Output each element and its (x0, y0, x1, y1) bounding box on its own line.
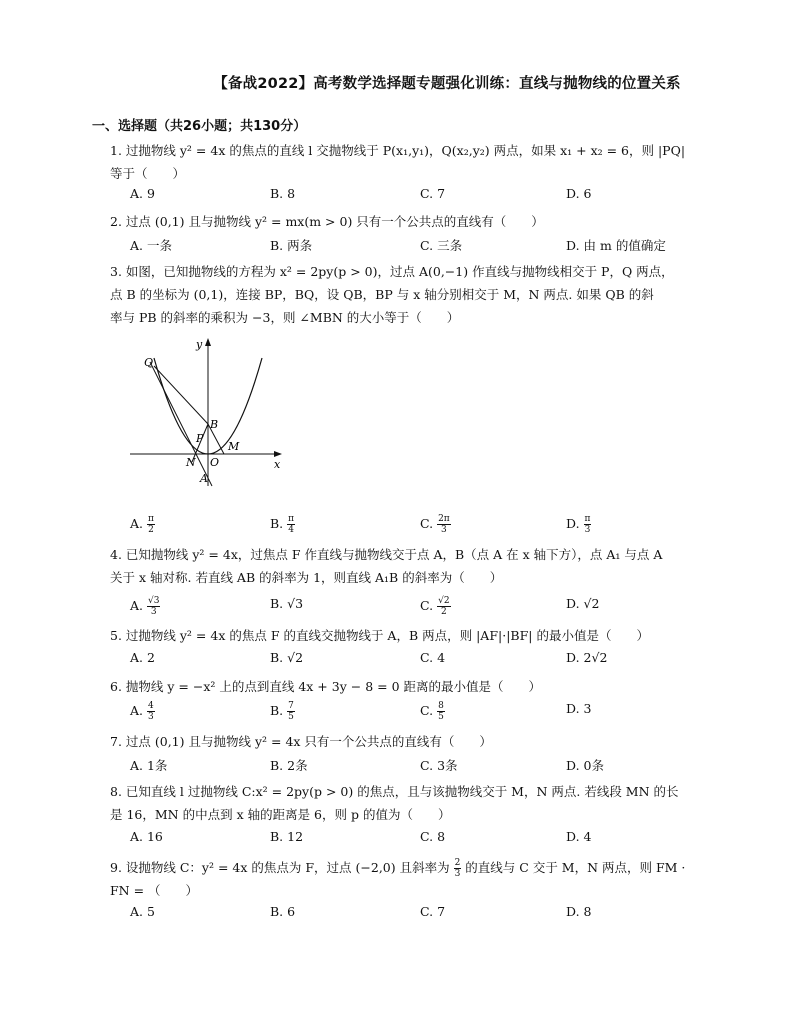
question-6-stem: 6. 抛物线 y = −x² 上的点到直线 4x + 3y − 8 = 0 距离的最小值是（ ） (110, 679, 541, 694)
option-label: C. (420, 598, 438, 613)
fraction (287, 514, 295, 535)
option-d[interactable]: D. √2 (566, 596, 600, 611)
question-2-stem: 2. 过点 (0,1) 且与抛物线 y² = mx(m > 0) 只有一个公共点的直线有（ ） (110, 214, 544, 229)
label-P: P (196, 432, 204, 445)
option-d[interactable]: D. 2√2 (566, 650, 608, 665)
question-3-stem-2: 点 B 的坐标为 (0,1)，连接 BP，BQ，设 QB，BP 与 x 轴分别相交于 M，N 两点. 如果 QB 的斜 (110, 287, 654, 302)
question-3-options (130, 514, 730, 536)
question-1-stem-2: 等于（ ） (110, 166, 186, 181)
fraction-denominator: 3 (150, 607, 157, 617)
question-9-stem-post: 的直线与 C 交于 M，N 两点，则 FM · (461, 860, 686, 875)
option-c[interactable]: C. 3条 (420, 758, 458, 773)
fraction-denominator: 2 (148, 525, 154, 535)
question-8-options (130, 829, 730, 851)
question-2 (110, 210, 710, 233)
fraction (147, 701, 155, 722)
question-7 (110, 730, 710, 753)
fraction-denominator: 3 (441, 525, 447, 535)
fraction-numerator: π (147, 514, 154, 524)
option-b[interactable]: B. 12 (270, 829, 304, 844)
question-9-stem-pre: 9. 设抛物线 C：y² = 4x 的焦点为 F，过点 (−2,0) 且斜率为 (110, 860, 454, 875)
fraction-denominator: 3 (584, 525, 591, 535)
option-b[interactable]: B. √3 (270, 596, 304, 611)
option-a[interactable] (130, 514, 155, 535)
label-N: N (186, 456, 196, 469)
option-b[interactable] (270, 514, 295, 535)
option-d[interactable]: D. 4 (566, 829, 592, 844)
option-d[interactable]: D. 0条 (566, 758, 604, 773)
label-x: x (274, 458, 281, 471)
question-4-stem-2: 关于 x 轴对称. 若直线 AB 的斜率为 1，则直线 A₁B 的斜率为（ ） (110, 570, 503, 585)
label-A: A (200, 472, 208, 485)
option-c[interactable]: C. 4 (420, 650, 446, 665)
question-4 (110, 543, 710, 589)
option-label: D. (566, 516, 584, 531)
option-d[interactable]: D. 6 (566, 186, 592, 201)
parabola-figure (126, 336, 286, 488)
question-4-options (130, 596, 730, 618)
option-c[interactable]: C. 三条 (420, 238, 463, 253)
fraction-numerator: 2 (454, 858, 461, 868)
option-b[interactable] (270, 701, 295, 722)
fraction-numerator: 4 (147, 701, 154, 711)
x-axis-arrow (274, 451, 282, 457)
option-d[interactable] (566, 514, 591, 535)
label-M: M (228, 440, 240, 453)
section-heading: 一、选择题（共26小题；共130分） (92, 119, 307, 134)
fraction-denominator: 3 (454, 869, 461, 879)
line-AQ (150, 362, 212, 486)
option-b[interactable]: B. 2条 (270, 758, 308, 773)
question-1-options (130, 186, 730, 208)
option-a[interactable]: A. 5 (130, 904, 155, 919)
question-3-stem-3: 率与 PB 的斜率的乘积为 −3，则 ∠MBN 的大小等于（ ） (110, 310, 460, 325)
label-B: B (210, 418, 219, 431)
fraction (437, 701, 445, 722)
question-6-options (130, 701, 730, 723)
option-b[interactable]: B. √2 (270, 650, 304, 665)
line-QB (154, 366, 208, 424)
fraction-denominator: 2 (440, 607, 447, 617)
question-8-stem-2: 是 16，MN 的中点到 x 轴的距离是 6，则 p 的值为（ ） (110, 807, 451, 822)
option-label: A. (130, 598, 147, 613)
fraction-numerator: π (288, 514, 295, 524)
option-d[interactable]: D. 3 (566, 701, 592, 716)
question-4-stem: 4. 已知抛物线 y² = 4x，过焦点 F 作直线与抛物线交于点 A，B（点 A 在 x 轴下方），点 A₁ 与点 A (110, 547, 663, 562)
question-3 (110, 260, 710, 329)
fraction (147, 596, 160, 617)
question-7-stem: 7. 过点 (0,1) 且与抛物线 y² = 4x 只有一个公共点的直线有（ ） (110, 734, 492, 749)
fraction-numerator: 2π (438, 514, 450, 524)
question-9-stem-2: FN = （ ） (110, 883, 199, 898)
option-label: C. (420, 516, 438, 531)
question-7-options (130, 756, 730, 778)
fraction (584, 514, 592, 535)
question-3-stem: 3. 如图，已知抛物线的方程为 x² = 2py(p > 0)，过点 A(0,−1) 作直线与抛物线相交于 P，Q 两点， (110, 264, 674, 279)
option-label: A. (130, 516, 147, 531)
question-5-stem: 5. 过抛物线 y² = 4x 的焦点 F 的直线交抛物线于 A，B 两点，则 |AF|·|BF| 的最小值是（ ） (110, 628, 649, 643)
fraction-numerator: π (584, 514, 591, 524)
option-c[interactable] (420, 701, 445, 722)
fraction (437, 596, 450, 617)
option-a[interactable]: A. 9 (130, 186, 155, 201)
fraction-numerator: √2 (438, 596, 450, 606)
fraction-denominator: 3 (147, 712, 154, 722)
option-b[interactable]: B. 8 (270, 186, 296, 201)
y-axis-arrow (205, 338, 211, 346)
option-c[interactable]: C. 7 (420, 186, 446, 201)
question-6 (110, 675, 710, 698)
option-a[interactable]: A. 16 (130, 829, 163, 844)
fraction-numerator: 8 (438, 701, 444, 711)
option-c[interactable]: C. 7 (420, 904, 446, 919)
option-label: B. (270, 516, 288, 531)
fraction-denominator: 5 (288, 712, 294, 722)
option-b[interactable]: B. 两条 (270, 238, 313, 253)
label-y: y (196, 338, 203, 351)
question-9-options (130, 904, 730, 926)
option-a[interactable]: A. 一条 (130, 238, 172, 253)
question-9 (110, 856, 710, 902)
question-1 (110, 139, 710, 185)
label-O: O (210, 456, 220, 469)
option-a[interactable]: A. 2 (130, 650, 155, 665)
fraction (437, 514, 451, 535)
option-a[interactable]: A. 1条 (130, 758, 168, 773)
option-c[interactable] (420, 596, 451, 617)
label-Q: Q (144, 356, 154, 369)
fraction-numerator: 7 (288, 701, 294, 711)
option-b[interactable]: B. 6 (270, 904, 296, 919)
question-5 (110, 624, 710, 647)
option-c[interactable]: C. 8 (420, 829, 446, 844)
question-9-stem (110, 856, 710, 879)
option-a[interactable] (130, 596, 160, 617)
option-c[interactable] (420, 514, 451, 535)
question-5-options (130, 650, 730, 672)
fraction-denominator: 4 (288, 525, 294, 535)
fraction-numerator: √3 (147, 596, 160, 606)
page-title: 【备战2022】高考数学选择题专题强化训练：直线与抛物线的位置关系 (213, 76, 681, 92)
option-label: A. (130, 703, 147, 718)
option-label: C. (420, 703, 438, 718)
question-1-stem: 1. 过抛物线 y² = 4x 的焦点的直线 l 交抛物线于 P(x₁,y₁)，Q(x₂,y₂) 两点，如果 x₁ + x₂ = 6，则 |PQ| (110, 143, 686, 158)
fraction (287, 701, 295, 722)
option-d[interactable]: D. 8 (566, 904, 592, 919)
option-a[interactable] (130, 701, 155, 722)
option-d[interactable]: D. 由 m 的值确定 (566, 238, 666, 253)
fraction-denominator: 5 (438, 712, 444, 722)
question-8 (110, 780, 710, 826)
option-label: B. (270, 703, 288, 718)
question-8-stem: 8. 已知直线 l 过抛物线 C:x² = 2py(p > 0) 的焦点，且与该抛物线交于 M，N 两点. 若线段 MN 的长 (110, 784, 679, 799)
question-2-options (130, 236, 730, 258)
fraction (147, 514, 155, 535)
